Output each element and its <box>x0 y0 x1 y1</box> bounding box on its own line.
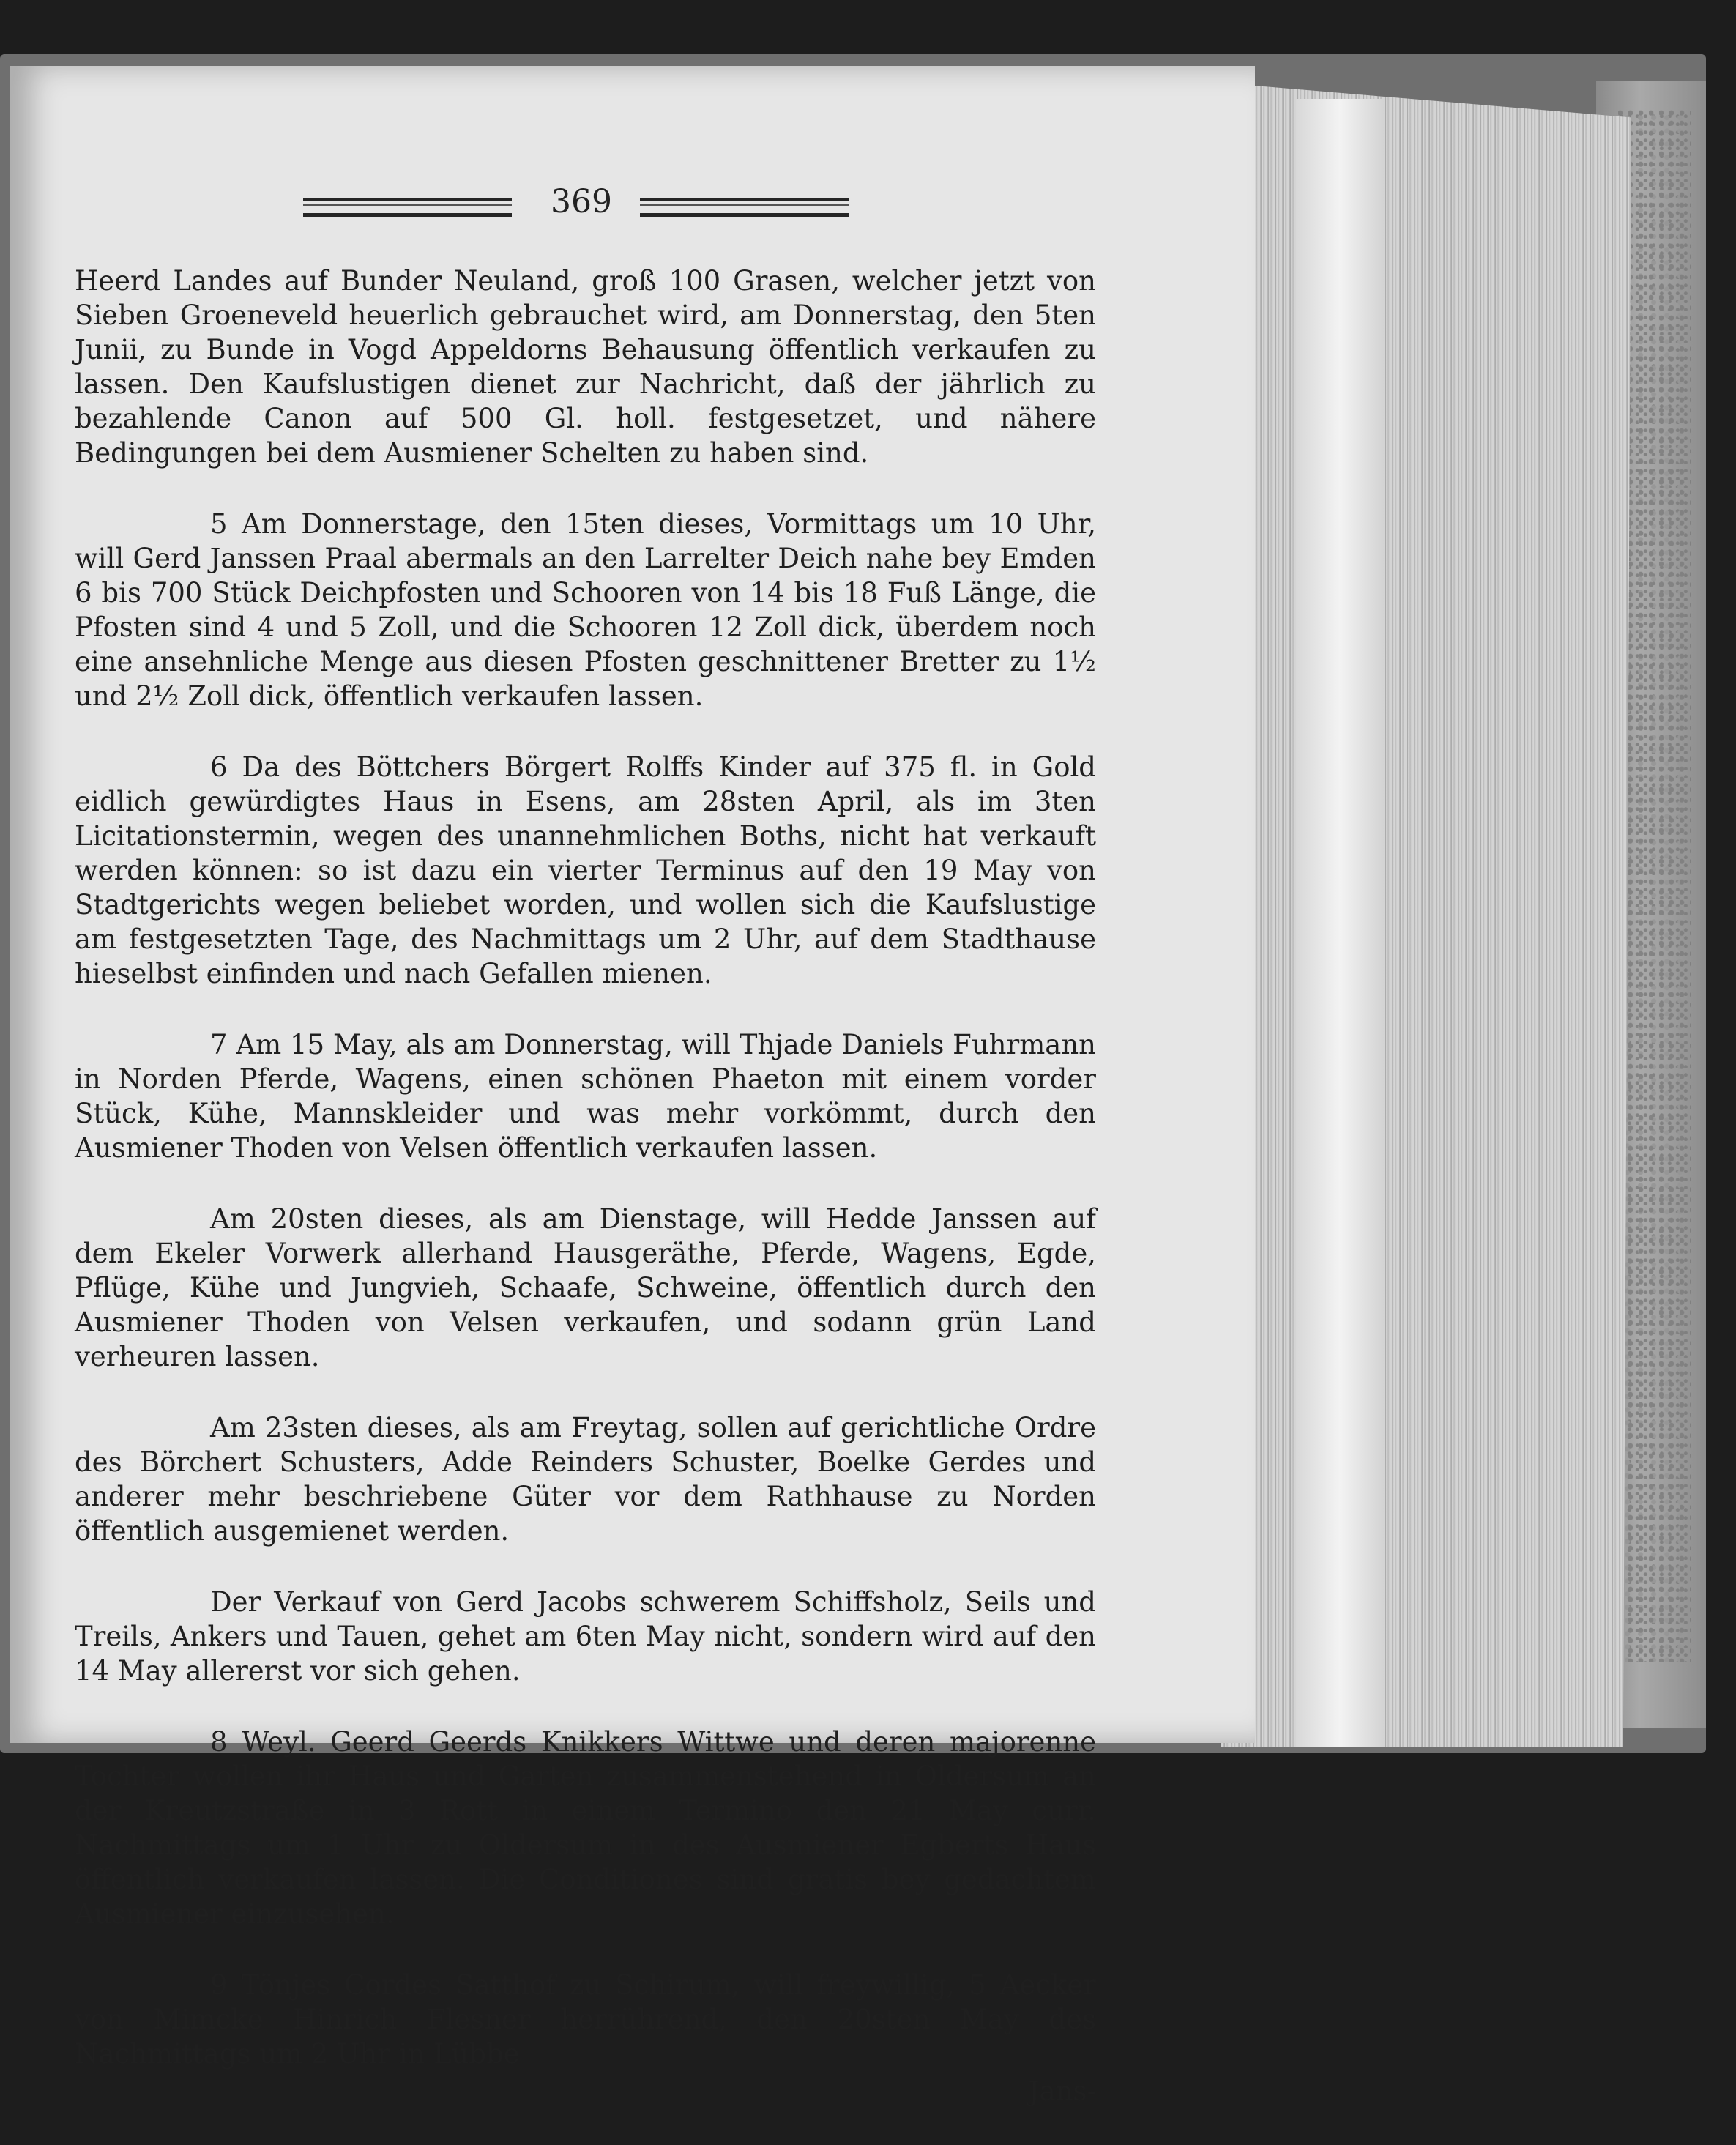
page-edges-highlight <box>1296 99 1384 1747</box>
paragraph-5: 5 Am Donnerstage, den 15ten dieses, Vormittags um 10 Uhr, will Gerd Janssen Praal abermals an den Larrelter Deich nahe bey Emden 6 bis 700 Stück Deichpfosten und Schooren von 14 bis 18 Fuß Länge, die Pfosten sind 4 und 5 Zoll, und die Schooren 12 Zoll dick, überdem noch eine ansehnliche Menge aus diesen Pfosten geschnittener Bretter zu 1½ und 2½ Zoll dick, öffentlich verkaufen lassen. <box>75 508 1096 712</box>
page-number: 369 <box>551 183 612 220</box>
paragraph-7: 7 Am 15 May, als am Donnerstag, will Thjade Daniels Fuhrmann in Norden Pferde, Wagens, einen schönen Phaeton mit einem vorder Stück, Kühe, Mannskleider und was mehr vorkömmt, durch den Ausmiener Thoden von Velsen öffentlich verkaufen lassen. <box>75 1029 1096 1164</box>
page-header <box>303 183 852 227</box>
paragraph-7-schiffsholz: Der Verkauf von Gerd Jacobs schwerem Schiffsholz, Seils und Treils, Ankers und Tauen, gehet am 6ten May nicht, sondern wird auf den 14 May allererst vor sich gehen. <box>75 1586 1096 1687</box>
catchword: Jans- <box>1028 2075 1096 2107</box>
header-rule-right <box>640 198 849 217</box>
paragraph-9: 9 Tönjes Cordes Satthof zu Schirum, will freywillig, 5 Aecker von Mimcke Hinrich Flesner herrührend, den 20sten May des Nachmittags um 2 Uhr in Lübbe <box>75 1969 1096 2070</box>
page-body <box>75 264 1096 2145</box>
paragraph-7-freytag: Am 23sten dieses, als am Freytag, sollen auf gerichtliche Ordre des Börchert Schusters, Adde Reinders Schuster, Boelke Gerdes und anderer mehr beschriebene Güter vor dem Rathhause zu Norden öffentlich ausgemienet werden. <box>75 1412 1096 1547</box>
book-page <box>10 66 1255 2107</box>
paragraph-8: 8 Weyl. Geerd Geerds Knikkers Wittwe und deren majorenne Tochter wollen ihr Haus und Garten zusammenstehend in Oldersum an der Kreutzstraße in 3 Rott in einem Termino den 21 May curr. Nachmittags um 1 Uhr zu Oldersum in des Ausmiener Egberts Haus öffentlich verkaufen lassen. Die Conditiones sind gratis bey gedachtem Ausmiener einzusehen. <box>75 1726 1096 1930</box>
paragraph-7-dienstag: Am 20sten dieses, als am Dienstage, will Hedde Janssen auf dem Ekeler Vorwerk allerhand Hausgeräthe, Pferde, Wagens, Egde, Pflüge, Kühe und Jungvieh, Schaafe, Schweine, öffentlich durch den Ausmiener Thoden von Velsen verkaufen, und sodann grün Land verheuren lassen. <box>75 1203 1096 1372</box>
paragraph-6: 6 Da des Böttchers Börgert Rolffs Kinder auf 375 fl. in Gold eidlich gewürdigtes Haus in Esens, am 28sten April, als im 3ten Licitationstermin, wegen des unannehmlichen Boths, nicht hat verkauft werden können: so ist dazu ein vierter Terminus auf den 19 May von Stadtgerichts wegen beliebet worden, und wollen sich die Kaufslustige am festgesetzten Tage, des Nachmittags um 2 Uhr, auf dem Stadthause hieselbst einfinden und nach Gefallen mienen. <box>75 751 1096 989</box>
paragraph-continued: Heerd Landes auf Bunder Neuland, groß 100 Grasen, welcher jetzt von Sieben Groeneveld heuerlich gebrauchet wird, am Donnerstag, den 5ten Junii, zu Bunde in Vogd Appeldorns Behausung öffentlich verkaufen zu lassen. Den Kaufslustigen dienet zur Nachricht, daß der jährlich zu bezahlende Canon auf 500 Gl. holl. festgesetzet, und nähere Bedingungen bei dem Ausmiener Schelten zu haben sind. <box>75 265 1096 469</box>
page-edges-stack <box>1221 84 1631 1747</box>
header-rule-left <box>303 198 512 217</box>
